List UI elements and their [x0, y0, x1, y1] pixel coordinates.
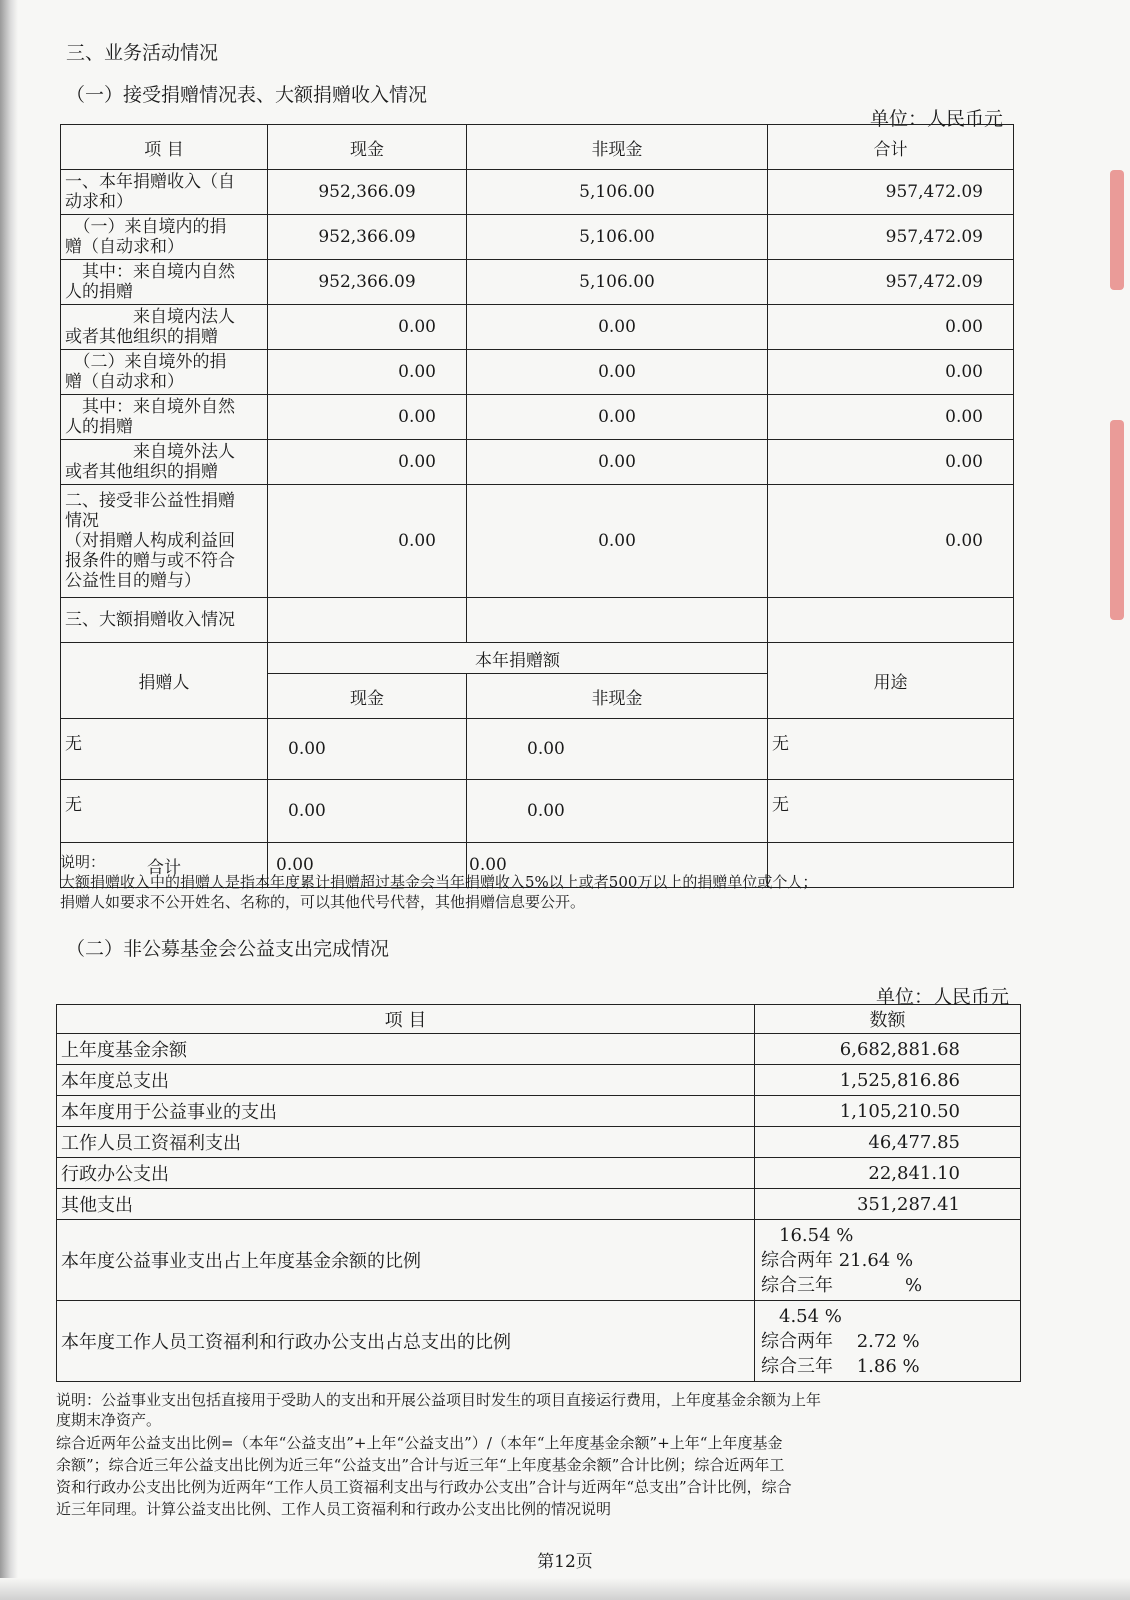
row-label: 其中：来自境内自然 人的捐赠 — [61, 260, 268, 305]
unit-label: 单位：人民币元 — [870, 108, 1004, 130]
row-label: 行政办公支出 — [57, 1158, 755, 1189]
large-header-row — [61, 643, 1014, 674]
table-row — [61, 350, 1014, 395]
total-noncash: 0.00 — [467, 843, 768, 888]
cash-cell: 0.00 — [268, 350, 467, 395]
header-item: 项 目 — [61, 125, 268, 170]
total-cell: 0.00 — [768, 485, 1014, 598]
ratio-label: 本年度工作人员工资福利和行政办公支出占总支出的比例 — [57, 1301, 755, 1382]
ratio-row — [57, 1301, 1021, 1382]
table-row — [57, 1065, 1021, 1096]
table-row — [61, 305, 1014, 350]
header-use: 用途 — [768, 643, 1014, 719]
nonpublic-row — [61, 485, 1014, 598]
cash-cell: 0.00 — [268, 719, 467, 780]
table-row — [61, 780, 1014, 843]
total-cell: 0.00 — [768, 440, 1014, 485]
table-row — [57, 1158, 1021, 1189]
cash-cell: 0.00 — [268, 395, 467, 440]
noncash-cell: 0.00 — [467, 305, 768, 350]
expenditure-table — [56, 1004, 1021, 1382]
table-row — [57, 1189, 1021, 1220]
note-line: 综合近两年公益支出比例=（本年“公益支出”+上年“公益支出”）/（本年“上年度基金余额”+上年“上年度基金 — [56, 1434, 783, 1452]
page-edge-shadow — [0, 0, 18, 1600]
page-bottom-edge — [0, 1578, 1130, 1600]
row-label: 其中：来自境外自然 人的捐赠 — [61, 395, 268, 440]
cash-cell: 952,366.09 — [268, 260, 467, 305]
cash-cell: 952,366.09 — [268, 170, 467, 215]
note-line: 余额”；综合近三年公益支出比例为近三年“公益支出”合计与近三年“上年度基金余额”合计比例；综合近两年工 — [56, 1456, 785, 1474]
note-line: 说明：公益事业支出包括直接用于受助人的支出和开展公益项目时发生的项目直接运行费用，上年度基金余额为上年 — [56, 1391, 822, 1409]
table-header-row — [57, 1005, 1021, 1034]
seal-mark — [1110, 420, 1124, 620]
unit-label: 单位：人民币元 — [876, 986, 1010, 1008]
noncash-cell: 0.00 — [467, 395, 768, 440]
donor-cell: 无 — [61, 780, 268, 843]
value-cell: 6,682,881.68 — [755, 1034, 1021, 1065]
note-line: 近三年同理。计算公益支出比例、工作人员工资福利和行政办公支出比例的情况说明 — [56, 1500, 612, 1518]
subsection-title-expenditure: （二）非公募基金会公益支出完成情况 — [66, 938, 390, 960]
page-number: 第12页 — [537, 1552, 593, 1572]
section-title: 三、业务活动情况 — [66, 42, 219, 64]
value-cell: 1,525,816.86 — [755, 1065, 1021, 1096]
subsection-title-donations: （一）接受捐赠情况表、大额捐赠收入情况 — [66, 84, 428, 106]
noncash-cell: 0.00 — [467, 485, 768, 598]
row-label: 二、接受非公益性捐赠 情况 （对捐赠人构成利益回 报条件的赠与或不符合 公益性目的赠与） — [61, 485, 268, 598]
note-label: 说明： — [60, 853, 106, 871]
total-cell: 0.00 — [768, 395, 1014, 440]
header-cash: 现金 — [268, 674, 467, 719]
row-label: 一、本年捐赠收入（自 动求和） — [61, 170, 268, 215]
total-cell: 0.00 — [768, 350, 1014, 395]
header-noncash: 非现金 — [467, 125, 768, 170]
header-amount: 本年捐赠额 — [268, 643, 768, 674]
value-cell: 1,105,210.50 — [755, 1096, 1021, 1127]
header-value: 数额 — [755, 1005, 1021, 1034]
cash-cell: 0.00 — [268, 440, 467, 485]
row-label: 其他支出 — [57, 1189, 755, 1220]
row-label: 工作人员工资福利支出 — [57, 1127, 755, 1158]
row-label: （二）来自境外的捐 赠（自动求和） — [61, 350, 268, 395]
table-row — [57, 1127, 1021, 1158]
donations-table — [60, 124, 1014, 888]
noncash-cell: 5,106.00 — [467, 215, 768, 260]
row-label: 本年度用于公益事业的支出 — [57, 1096, 755, 1127]
total-cash: 0.00 — [268, 843, 467, 888]
noncash-cell: 5,106.00 — [467, 260, 768, 305]
note-line: 大额捐赠收入中的捐赠人是指本年度累计捐赠超过基金会当年捐赠收入5%以上或者500万以上的捐赠单位或个人； — [60, 873, 818, 891]
header-noncash: 非现金 — [467, 674, 768, 719]
table-row — [57, 1096, 1021, 1127]
note-line: 度期末净资产。 — [56, 1411, 162, 1429]
total-cell: 957,472.09 — [768, 260, 1014, 305]
total-cell: 0.00 — [768, 305, 1014, 350]
row-label: 上年度基金余额 — [57, 1034, 755, 1065]
ratio-label: 本年度公益事业支出占上年度基金余额的比例 — [57, 1220, 755, 1301]
header-item: 项 目 — [57, 1005, 755, 1034]
large-title-row — [61, 598, 1014, 643]
table-row — [61, 170, 1014, 215]
table-row — [61, 260, 1014, 305]
cash-cell: 0.00 — [268, 780, 467, 843]
value-cell: 22,841.10 — [755, 1158, 1021, 1189]
cash-cell: 952,366.09 — [268, 215, 467, 260]
note-line: 捐赠人如要求不公开姓名、名称的，可以其他代号代替，其他捐赠信息要公开。 — [60, 893, 586, 911]
use-cell: 无 — [768, 780, 1014, 843]
row-label: 来自境内法人 或者其他组织的捐赠 — [61, 305, 268, 350]
cash-cell: 0.00 — [268, 305, 467, 350]
table-row — [61, 395, 1014, 440]
noncash-cell: 0.00 — [467, 780, 768, 843]
ratio-values: 16.54 % 综合两年 21.64 % 综合三年 % — [755, 1220, 1021, 1301]
noncash-cell: 0.00 — [467, 719, 768, 780]
ratio-values: 4.54 % 综合两年 2.72 % 综合三年 1.86 % — [755, 1301, 1021, 1382]
table-row — [61, 719, 1014, 780]
total-cell: 957,472.09 — [768, 215, 1014, 260]
table-header-row — [61, 125, 1014, 170]
donor-cell: 无 — [61, 719, 268, 780]
header-total: 合计 — [768, 125, 1014, 170]
value-cell: 351,287.41 — [755, 1189, 1021, 1220]
row-label: （一）来自境内的捐 赠（自动求和） — [61, 215, 268, 260]
table-row — [61, 215, 1014, 260]
ratio-row — [57, 1220, 1021, 1301]
noncash-cell: 0.00 — [467, 350, 768, 395]
large-donations-title: 三、大额捐赠收入情况 — [61, 598, 268, 643]
cash-cell: 0.00 — [268, 485, 467, 598]
row-label: 来自境外法人 或者其他组织的捐赠 — [61, 440, 268, 485]
header-cash: 现金 — [268, 125, 467, 170]
total-label: 合计 — [61, 843, 268, 888]
note-line: 资和行政办公支出比例为近两年“工作人员工资福利支出与行政办公支出”合计与近两年“总支出”合计比例，综合 — [56, 1478, 792, 1496]
header-donor: 捐赠人 — [61, 643, 268, 719]
value-cell: 46,477.85 — [755, 1127, 1021, 1158]
use-cell: 无 — [768, 719, 1014, 780]
row-label: 本年度总支出 — [57, 1065, 755, 1096]
total-cell: 957,472.09 — [768, 170, 1014, 215]
table-row — [57, 1034, 1021, 1065]
table-row — [61, 440, 1014, 485]
seal-mark — [1110, 170, 1124, 290]
noncash-cell: 5,106.00 — [467, 170, 768, 215]
noncash-cell: 0.00 — [467, 440, 768, 485]
